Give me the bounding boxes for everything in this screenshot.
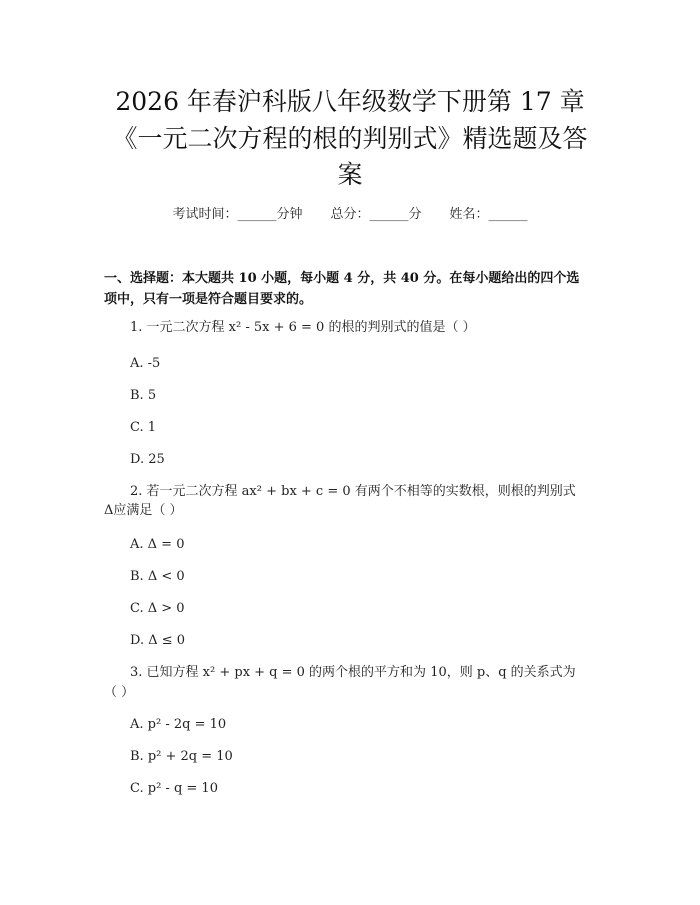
- question-2-stem-continued: Δ应满足（ ）: [104, 503, 183, 518]
- document-title-line-2: 《一元二次方程的根的判别式》精选题及答: [112, 124, 588, 153]
- question-1-option-b: B. 5: [130, 388, 157, 403]
- document-title-line-3: 案: [337, 160, 363, 189]
- student-name: 姓名：______: [449, 207, 528, 222]
- question-2-option-a: A. Δ = 0: [130, 537, 185, 552]
- question-2-option-b: B. Δ < 0: [130, 569, 185, 584]
- question-3-option-b: B. p² + 2q = 10: [130, 749, 233, 764]
- question-1-option-c: C. 1: [130, 420, 157, 435]
- exam-meta: [0, 205, 700, 225]
- exam-total-score: 总分：______分: [330, 207, 422, 222]
- section-heading-line-1: 一、选择题：本大题共 10 小题，每小题 4 分，共 40 分。在每小题给出的四个选: [104, 271, 580, 286]
- section-heading-line-2: 项中，只有一项是符合题目要求的。: [104, 292, 313, 307]
- question-1-stem: 1. 一元二次方程 x² - 5x + 6 = 0 的根的判别式的值是（ ）: [130, 320, 476, 335]
- question-2-option-d: D. Δ ≤ 0: [130, 633, 186, 648]
- document-title-line-1: 2026 年春沪科版八年级数学下册第 17 章: [115, 87, 585, 116]
- question-3-option-c: C. p² - q = 10: [130, 781, 218, 796]
- question-3-option-a: A. p² - 2q = 10: [130, 717, 227, 732]
- question-2-option-c: C. Δ > 0: [130, 601, 185, 616]
- question-2-stem: 2. 若一元二次方程 ax² + bx + c = 0 有两个不相等的实数根，则根的判别式: [130, 484, 576, 499]
- exam-time: 考试时间：______分钟: [172, 207, 303, 222]
- question-3-stem-continued: （ ）: [104, 685, 135, 700]
- question-3-stem: 3. 已知方程 x² + px + q = 0 的两个根的平方和为 10，则 p、q 的关系式为: [130, 665, 576, 680]
- question-1-option-d: D. 25: [130, 452, 165, 467]
- question-1-option-a: A. -5: [130, 356, 161, 371]
